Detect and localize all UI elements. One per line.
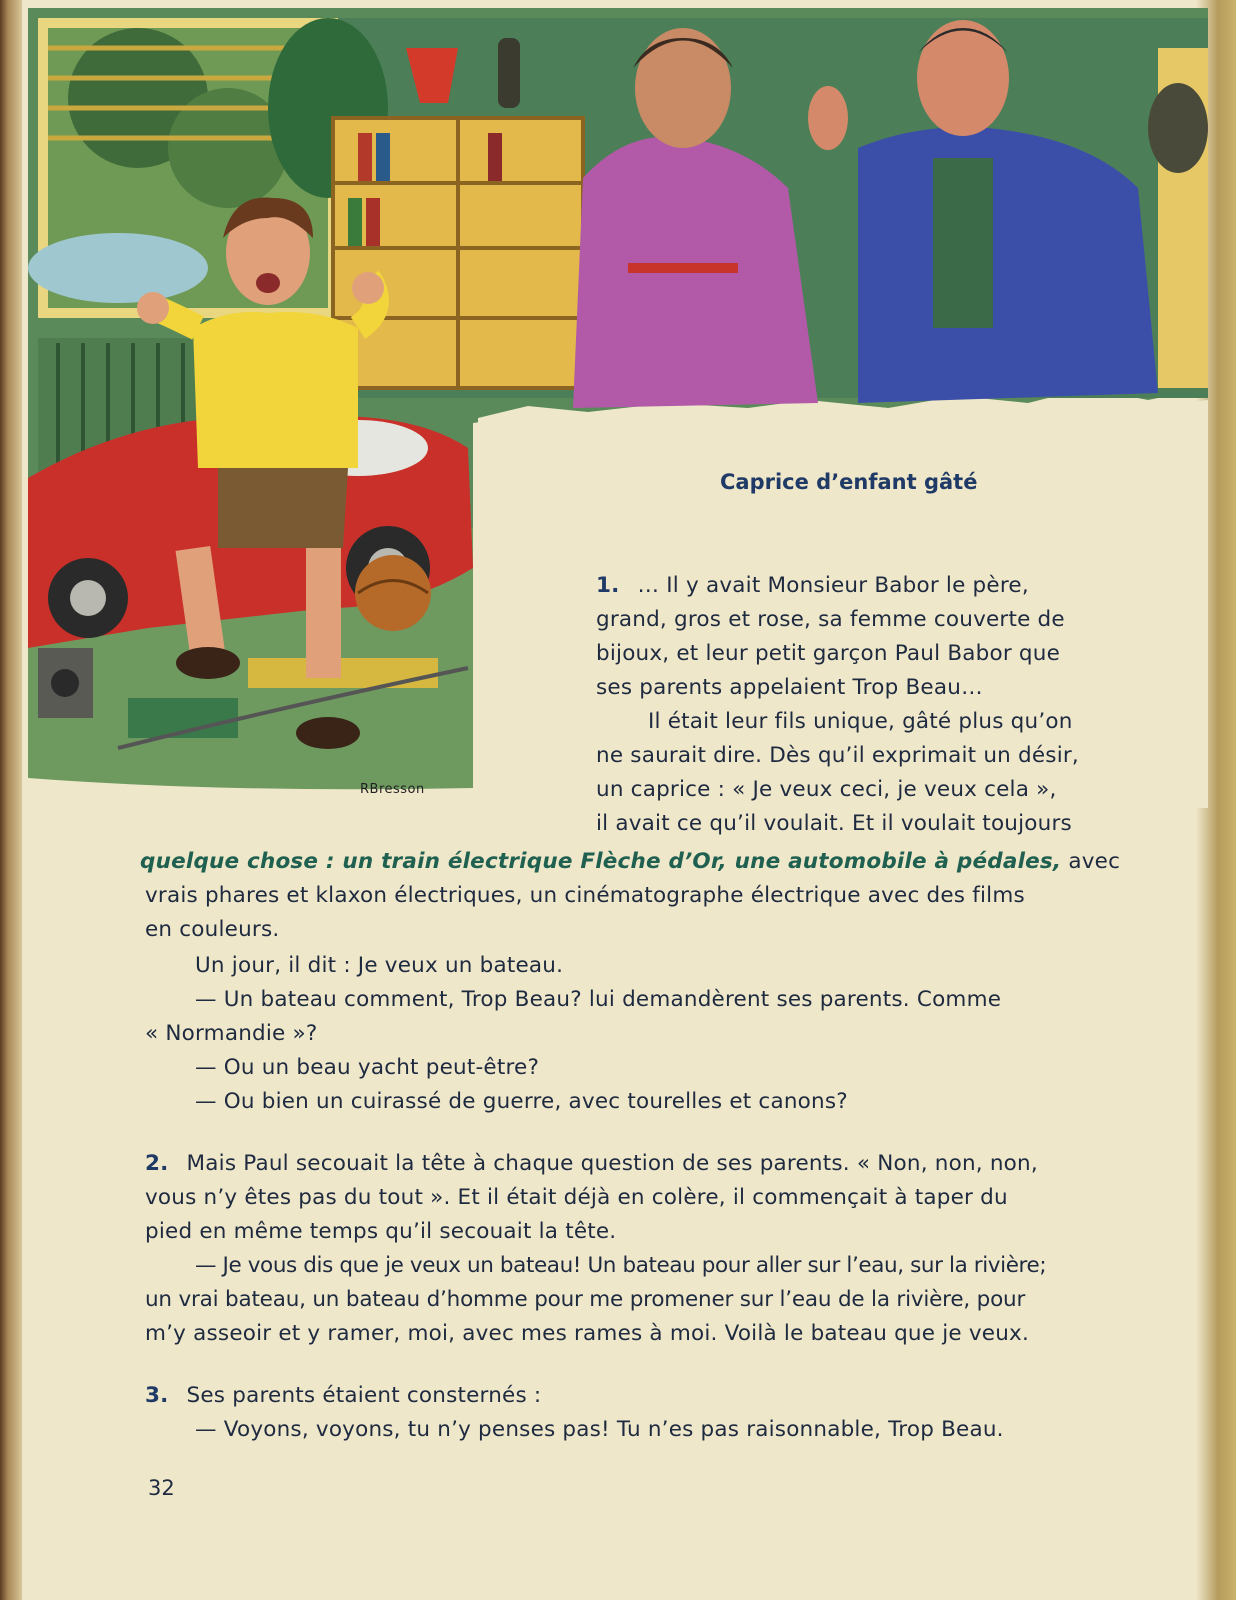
paragraph-1-line: Il était leur fils unique, gâté plus qu’on xyxy=(648,709,1073,734)
paragraph-1-line: Un jour, il dit : Je veux un bateau. xyxy=(195,953,564,978)
paragraph-1-line: — Ou un beau yacht peut-être? xyxy=(195,1055,540,1080)
paragraph-1-line: « Normandie »? xyxy=(145,1021,318,1046)
paragraph-1-line: — Ou bien un cuirassé de guerre, avec tourelles et canons? xyxy=(195,1089,848,1114)
paragraph-1-line: grand, gros et rose, sa femme couverte de xyxy=(596,607,1065,632)
paragraph-1-line: un caprice : « Je veux ceci, je veux cela », xyxy=(596,777,1057,802)
paragraph-1-line: en couleurs. xyxy=(145,917,280,942)
paragraph-1-line: ses parents appelaient Trop Beau… xyxy=(596,675,983,700)
paragraph-2-line-1: 2. Mais Paul secouait la tête à chaque question de ses parents. « Non, non, non, xyxy=(145,1151,1038,1176)
paragraph-2-line: m’y asseoir et y ramer, moi, avec mes rames à moi. Voilà le bateau que je veux. xyxy=(145,1321,1029,1346)
handwritten-annotation: quelque chose : un train électrique Flèche d’Or, une automobile à pédales, xyxy=(140,849,1062,874)
paragraph-3-line: — Voyons, voyons, tu n’y penses pas! Tu n’es pas raisonnable, Trop Beau. xyxy=(195,1417,1004,1442)
paragraph-1-line: — Un bateau comment, Trop Beau? lui demandèrent ses parents. Comme xyxy=(195,987,1002,1012)
paragraph-1-line-1: 1. … Il y avait Monsieur Babor le père, xyxy=(596,573,1029,598)
paragraph-number-3: 3. xyxy=(145,1383,169,1408)
paragraph-2-line: vous n’y êtes pas du tout ». Et il était déjà en colère, il commençait à taper du xyxy=(145,1185,1008,1210)
paragraph-1-handwritten-line: quelque chose : un train électrique Flèche d’Or, une automobile à pédales, avec xyxy=(140,849,1121,874)
paragraph-2-line: pied en même temps qu’il secouait la tête. xyxy=(145,1219,617,1244)
paragraph-1-line: vrais phares et klaxon électriques, un cinématographe électrique avec des films xyxy=(145,883,1025,908)
paragraph-number-1: 1. xyxy=(596,573,620,598)
story-title: Caprice d’enfant gâté xyxy=(720,470,978,494)
page-number: 32 xyxy=(148,1476,175,1500)
paragraph-3-line-1: 3. Ses parents étaient consternés : xyxy=(145,1383,542,1408)
paragraph-1-line: il avait ce qu’il voulait. Et il voulait toujours xyxy=(596,811,1072,836)
paragraph-2-line: — Je vous dis que je veux un bateau! Un bateau pour aller sur l’eau, sur la rivière; xyxy=(195,1253,1047,1278)
paragraph-1-line: bijoux, et leur petit garçon Paul Babor que xyxy=(596,641,1061,666)
artist-signature: RBresson xyxy=(360,782,425,797)
paragraph-1-line: ne saurait dire. Dès qu’il exprimait un désir, xyxy=(596,743,1079,768)
paragraph-number-2: 2. xyxy=(145,1151,169,1176)
paragraph-2-line: un vrai bateau, un bateau d’homme pour me promener sur l’eau de la rivière, pour xyxy=(145,1287,1026,1312)
